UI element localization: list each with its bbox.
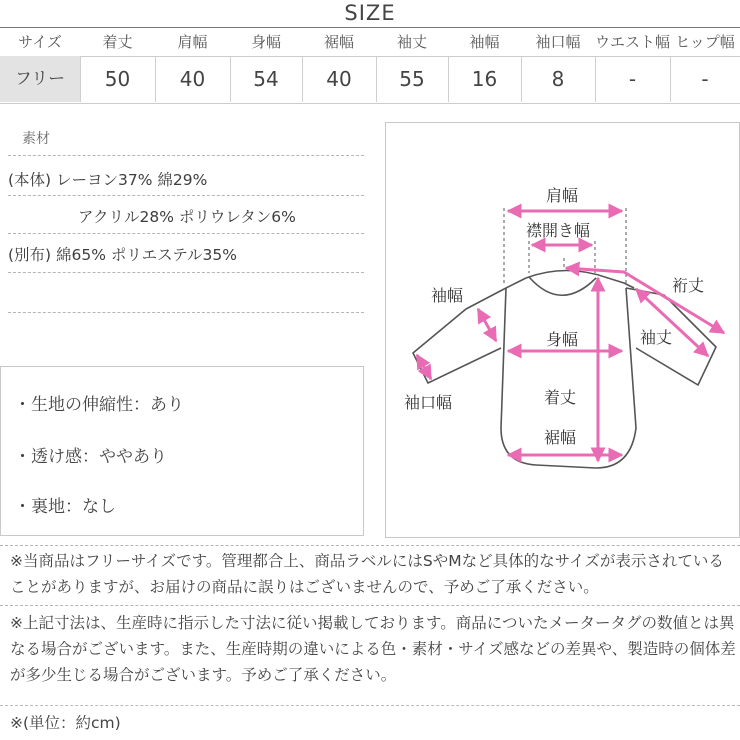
header-hem-width: 裾幅 — [323, 33, 354, 51]
material-line-sub: (別布) 綿65% ポリエステル35% — [8, 246, 237, 264]
unit-note: ※(単位：約cm) — [10, 714, 121, 732]
value-hem-width: 40 — [326, 67, 352, 91]
value-length: 50 — [104, 67, 131, 91]
label-hem: 裾幅 — [544, 428, 577, 447]
material-line-main-2: アクリル28% ポリウレタン6% — [78, 208, 296, 226]
header-cuff-width: 袖口幅 — [535, 33, 581, 51]
header-waist-width: ウエスト幅 — [595, 33, 670, 51]
label-sleeve-width: 袖幅 — [431, 286, 464, 305]
value-hip-width: - — [701, 67, 709, 91]
value-shoulder: 40 — [179, 67, 206, 91]
header-sleeve-width: 袖幅 — [469, 33, 500, 51]
value-sleeve-width: 16 — [471, 67, 498, 91]
dotted-divider — [8, 272, 364, 273]
header-length: 着丈 — [102, 33, 133, 51]
size-title: SIZE — [344, 1, 396, 25]
label-shoulder: 肩幅 — [546, 186, 579, 205]
label-body-width: 身幅 — [546, 330, 579, 349]
value-size: フリー — [0, 56, 80, 102]
garment-diagram — [386, 123, 740, 539]
value-waist-width: - — [628, 67, 637, 91]
property-lining: ・裏地：なし — [14, 497, 116, 517]
label-neck: 襟開き幅 — [526, 221, 591, 240]
column-divider — [155, 56, 156, 102]
value-sleeve-length: 55 — [399, 67, 425, 91]
column-divider — [80, 56, 81, 102]
value-cuff-width: 8 — [551, 67, 565, 91]
size-title-rule — [0, 27, 740, 28]
material-line-main: (本体) レーヨン37% 綿29% — [8, 171, 208, 189]
header-hip-width: ヒップ幅 — [675, 33, 735, 51]
note-measurements: ※上記寸法は、生産時に指示した寸法に従い掲載しております。商品についたメータータグの数値とは異なる場合がございます。また、生産時期の違いによる色・素材・サイズ感などの差異や、製造時の個体差が多少生じる場合がございます。予めご了承ください。 — [10, 614, 736, 684]
header-body-width: 身幅 — [250, 33, 281, 51]
dotted-divider — [8, 233, 364, 234]
header-size: サイズ — [18, 33, 62, 51]
material-label: 素材 — [22, 131, 50, 147]
value-body-width: 54 — [253, 67, 279, 91]
dotted-divider — [0, 705, 740, 706]
dotted-divider — [0, 605, 740, 606]
dotted-divider — [0, 545, 740, 546]
note-free-size: ※当商品はフリーサイズです。管理都合上、商品ラベルにはSやMなど具体的なサイズが表示されていることがありますが、お届けの商品に誤りはございませんので、予めご了承ください。 — [10, 552, 724, 596]
dotted-divider — [8, 195, 364, 196]
column-divider — [670, 56, 671, 102]
label-length: 着丈 — [544, 388, 577, 407]
dotted-divider — [8, 155, 364, 156]
property-stretch: ・生地の伸縮性：あり — [14, 395, 184, 415]
label-cuff: 袖口幅 — [404, 393, 453, 412]
column-divider — [230, 56, 231, 102]
sleeve-width-arrow — [478, 309, 496, 341]
column-divider — [376, 56, 377, 102]
header-sleeve-length: 袖丈 — [396, 33, 427, 51]
column-divider — [595, 56, 596, 102]
column-divider — [448, 56, 449, 102]
label-sleeve-length: 袖丈 — [640, 328, 673, 347]
header-shoulder: 肩幅 — [177, 33, 208, 51]
measurement-diagram-box — [385, 122, 740, 538]
property-sheerness: ・透け感：ややあり — [14, 447, 167, 467]
column-divider — [521, 56, 522, 102]
column-divider — [302, 56, 303, 102]
label-yuki: 裄丈 — [672, 276, 705, 295]
dotted-divider — [8, 312, 364, 313]
